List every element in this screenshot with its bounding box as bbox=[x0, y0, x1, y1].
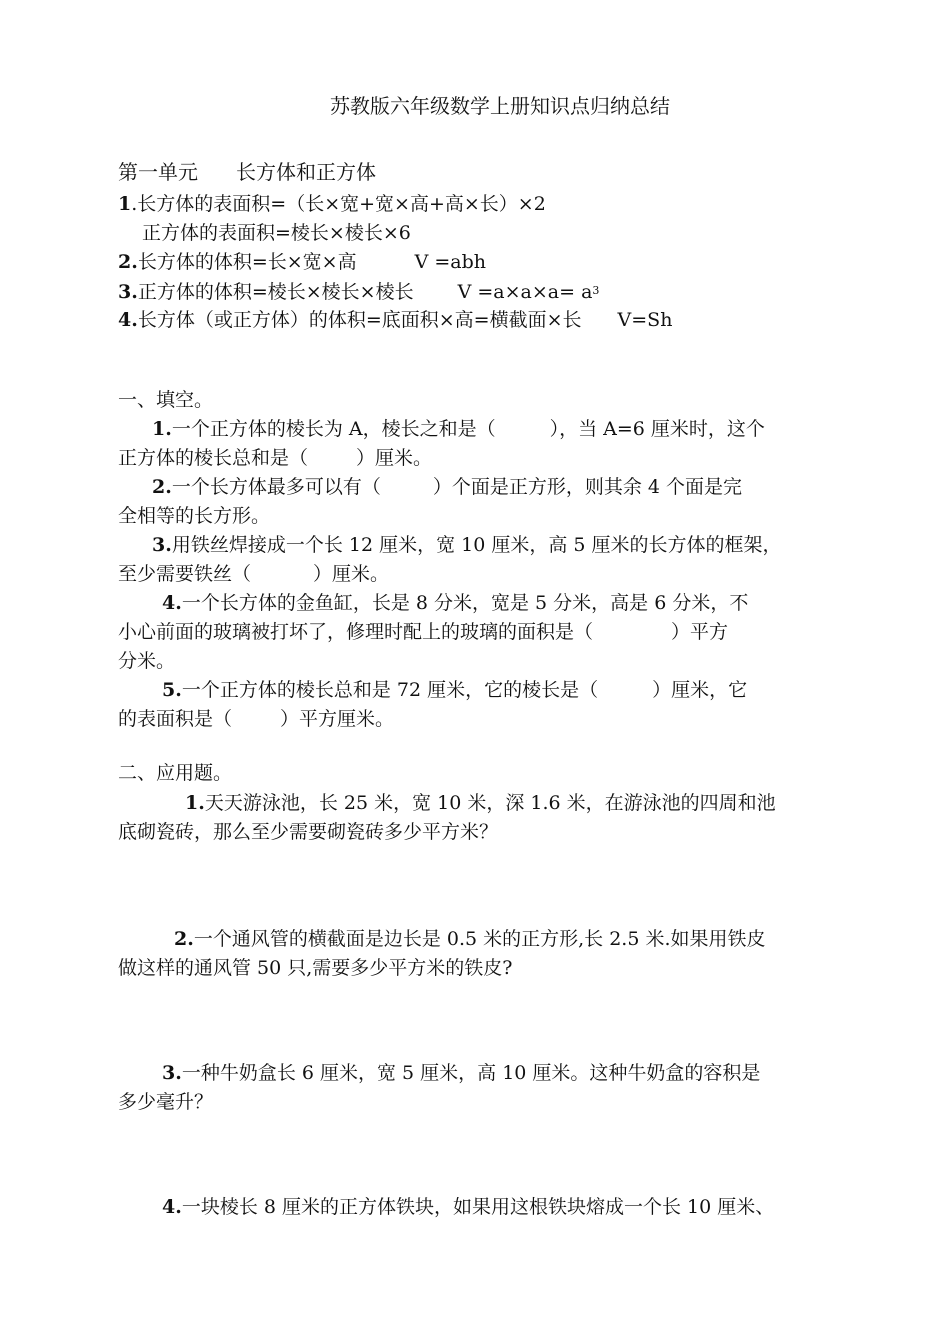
problem-1-line2: 底砌瓷砖，那么至少需要砌瓷砖多少平方米？ bbox=[118, 821, 499, 843]
question-5-line1: 5.一个正方体的棱长总和是 72 厘米，它的棱长是（ ）厘米，它 bbox=[162, 679, 748, 701]
formula-4: 4.长方体（或正方体）的体积=底面积×高=横截面×长 V=Sh bbox=[118, 309, 673, 331]
problem-1-line1: 1.天天游泳池，长 25 米，宽 10 米，深 1.6 米，在游泳池的四周和池 bbox=[185, 792, 776, 814]
question-2-line1: 2.一个长方体最多可以有（ ）个面是正方形，则其余 4 个面是完 bbox=[152, 476, 743, 498]
question-1-line1: 1.一个正方体的棱长为 A，棱长之和是（ ），当 A=6 厘米时，这个 bbox=[152, 418, 765, 440]
question-3-line2: 至少需要铁丝（ ）厘米。 bbox=[118, 563, 390, 585]
problem-2-line2: 做这样的通风管 50 只,需要多少平方米的铁皮? bbox=[118, 957, 513, 979]
section-fill-in-heading: 一、填空。 bbox=[118, 389, 214, 411]
formula-3: 3.正方体的体积=棱长×棱长×棱长 $V =a\times a\times a= a^3$ bbox=[118, 281, 600, 303]
question-4-line2: 小心前面的玻璃被打坏了，修理时配上的玻璃的面积是（ ）平方 bbox=[118, 621, 729, 643]
formula-2: 2.长方体的体积=长×宽×高 V =abh bbox=[118, 251, 487, 273]
problem-2-line1: 2.一个通风管的横截面是边长是 0.5 米的正方形,长 2.5 米.如果用铁皮 bbox=[174, 928, 766, 950]
question-2-line2: 全相等的长方形。 bbox=[118, 505, 271, 527]
problem-3-line1: 3.一种牛奶盒长 6 厘米，宽 5 厘米，高 10 厘米。这种牛奶盒的容积是 bbox=[162, 1062, 761, 1084]
unit-heading-number: 第一单元 bbox=[118, 160, 198, 184]
question-1-line2: 正方体的棱长总和是（ ）厘米。 bbox=[118, 447, 433, 469]
question-4-line3: 分米。 bbox=[118, 650, 176, 672]
problem-4-line1: 4.一块棱长 8 厘米的正方体铁块，如果用这根铁块熔成一个长 10 厘米、 bbox=[162, 1196, 775, 1218]
question-4-line1: 4.一个长方体的金鱼缸，长是 8 分米，宽是 5 分米，高是 6 分米，不 bbox=[162, 592, 749, 614]
unit-heading-topic: 长方体和正方体 bbox=[236, 160, 376, 184]
formula-1: 1.长方体的表面积=（长×宽+宽×高+高×长）×2 bbox=[118, 193, 546, 215]
question-3-line1: 3.用铁丝焊接成一个长 12 厘米，宽 10 厘米，高 5 厘米的长方体的框架， bbox=[152, 534, 782, 556]
document-title: 苏教版六年级数学上册知识点归纳总结 bbox=[330, 94, 670, 118]
section-application-heading: 二、应用题。 bbox=[118, 762, 233, 784]
unit-heading bbox=[118, 158, 376, 186]
formula-1b: 正方体的表面积=棱长×棱长×6 bbox=[142, 222, 411, 244]
question-5-line2: 的表面积是（ ）平方厘米。 bbox=[118, 708, 395, 730]
problem-3-line2: 多少毫升？ bbox=[118, 1091, 214, 1113]
